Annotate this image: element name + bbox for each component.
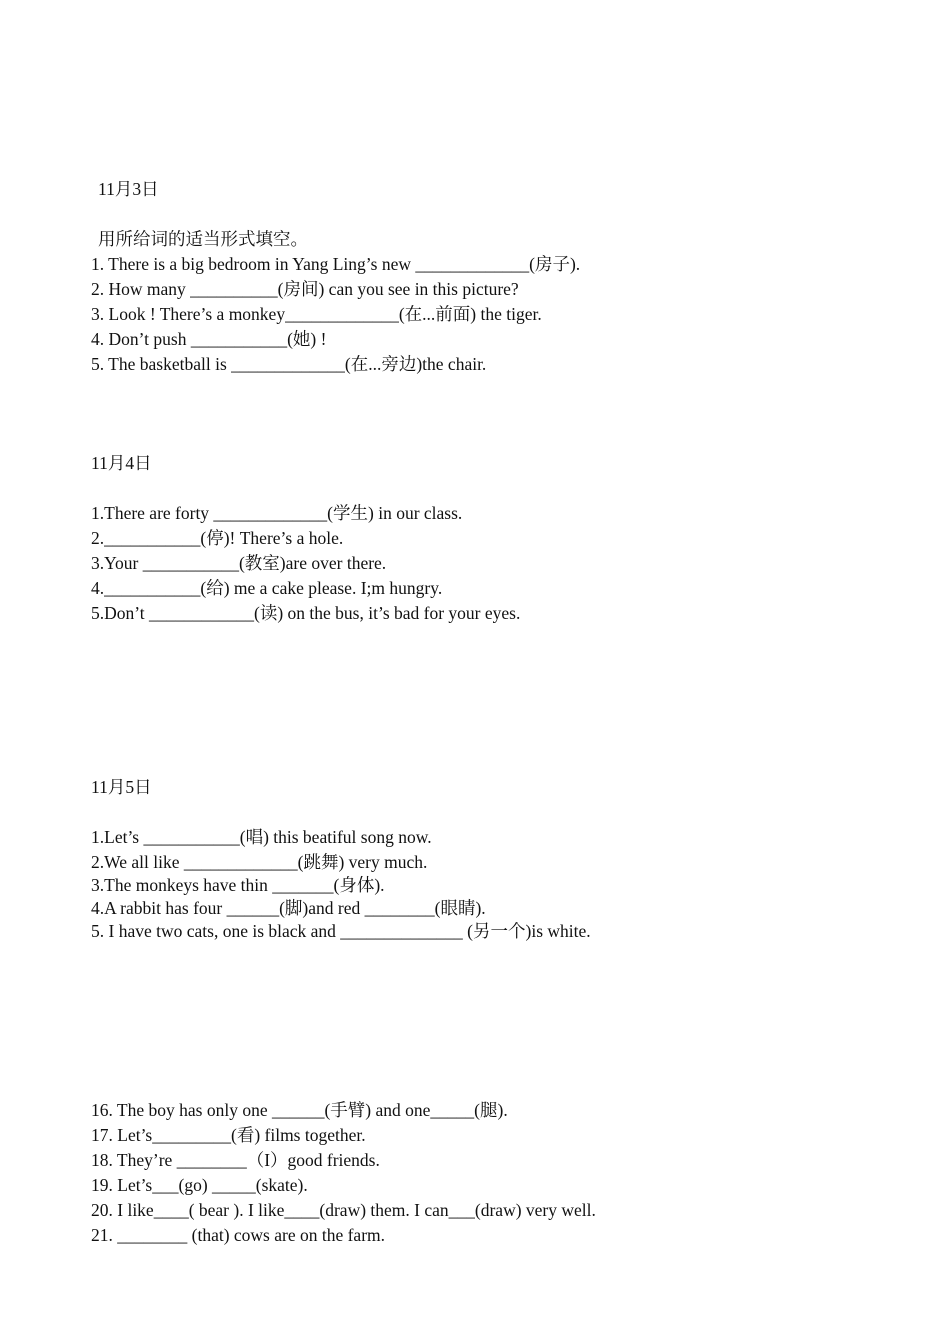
section-1-date: 11月3日 — [98, 179, 159, 199]
section-2-date: 11月4日 — [91, 453, 152, 473]
section-1-item-1: 1. There is a big bedroom in Yang Ling’s new _____________(房子). — [91, 254, 581, 274]
section-1-instruction: 用所给词的适当形式填空。 — [98, 229, 308, 249]
section-3-item-5: 5. I have two cats, one is black and ______________ (另一个)is white. — [91, 921, 591, 941]
section-1-item-4: 4. Don’t push ___________(她) ! — [91, 329, 327, 349]
section-4-item-17: 17. Let’s_________(看) films together. — [91, 1125, 366, 1145]
section-2-item-5: 5.Don’t ____________(读) on the bus, it’s bad for your eyes. — [91, 603, 521, 623]
section-3-item-2: 2.We all like _____________(跳舞) very much. — [91, 852, 428, 872]
section-1-item-2: 2. How many __________(房间) can you see in this picture? — [91, 279, 519, 299]
section-4-item-20: 20. I like____( bear ). I like____(draw) them. I can___(draw) very well. — [91, 1200, 596, 1220]
section-2-item-2: 2.___________(停)! There’s a hole. — [91, 528, 344, 548]
section-4-item-19: 19. Let’s___(go) _____(skate). — [91, 1175, 308, 1195]
section-1-item-3: 3. Look ! There’s a monkey_____________(在...前面) the tiger. — [91, 304, 542, 324]
section-2-item-3: 3.Your ___________(教室)are over there. — [91, 553, 387, 573]
section-3-date: 11月5日 — [91, 777, 152, 797]
section-1-item-5: 5. The basketball is _____________(在...旁边)the chair. — [91, 354, 487, 374]
section-3-item-4: 4.A rabbit has four ______(脚)and red ________(眼睛). — [91, 898, 486, 918]
section-3-item-3: 3.The monkeys have thin _______(身体). — [91, 875, 385, 895]
section-4-item-21: 21. ________ (that) cows are on the farm. — [91, 1225, 386, 1245]
section-2-item-1: 1.There are forty _____________(学生) in our class. — [91, 503, 463, 523]
section-4-item-18: 18. They’re ________（I）good friends. — [91, 1150, 380, 1170]
section-2-item-4: 4.___________(给) me a cake please. I;m hungry. — [91, 578, 443, 598]
section-3-item-1: 1.Let’s ___________(唱) this beatiful song now. — [91, 827, 432, 847]
section-4-item-16: 16. The boy has only one ______(手臂) and one_____(腿). — [91, 1100, 508, 1120]
